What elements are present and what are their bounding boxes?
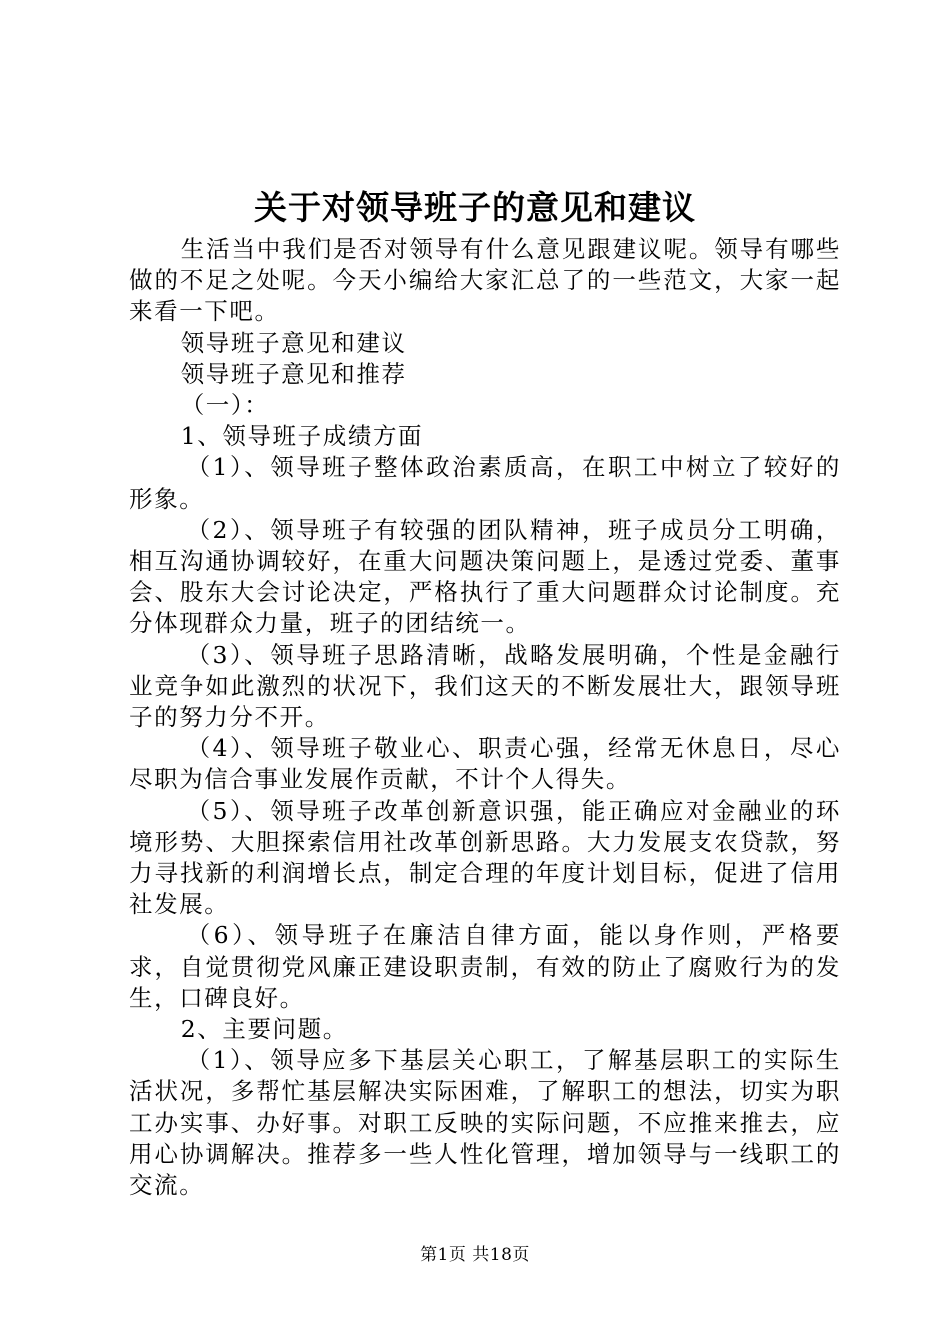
section-heading: 2、主要问题。	[180, 1015, 348, 1044]
list-paragraph: （6）、领导班子在廉洁自律方面，能以身作则，严格要求，自觉贯彻党风廉正建设职责制，有效的防止了腐败行为的发生，口碑良好。	[129, 921, 841, 1012]
document-title: 关于对领导班子的意见和建议	[254, 188, 696, 227]
heading-line: 领导班子意见和推荐	[180, 359, 407, 388]
list-paragraph: （1）、领导应多下基层关心职工，了解基层职工的实际生活状况，多帮忙基层解决实际困难，了解职工的想法，切实为职工办实事、办好事。对职工反映的实际问题，不应推来推去，应用心协调解决。推荐多一些人性化管理，增加领导与一线职工的交流。	[129, 1046, 841, 1200]
list-paragraph: （5）、领导班子改革创新意识强，能正确应对金融业的环境形势、大胆探索信用社改革创新思路。大力发展支农贷款，努力寻找新的利润增长点，制定合理的年度计划目标，促进了信用社发展。	[129, 796, 841, 919]
list-paragraph: （4）、领导班子敬业心、职责心强，经常无休息日，尽心尽职为信合事业发展作贡献，不计个人得失。	[129, 734, 841, 794]
document-body	[129, 234, 841, 1201]
list-paragraph: （1）、领导班子整体政治素质高，在职工中树立了较好的形象。	[129, 453, 841, 513]
section-heading: 1、领导班子成绩方面	[180, 422, 424, 451]
page-number: 第1页 共18页	[420, 1245, 530, 1265]
intro-paragraph: 生活当中我们是否对领导有什么意见跟建议呢。领导有哪些做的不足之处呢。今天小编给大家汇总了的一些范文，大家一起来看一下吧。	[129, 235, 841, 326]
list-paragraph: （3）、领导班子思路清晰，战略发展明确，个性是金融行业竞争如此激烈的状况下，我们这天的不断发展壮大，跟领导班子的努力分不开。	[129, 640, 841, 732]
list-paragraph: （2）、领导班子有较强的团队精神，班子成员分工明确，相互沟通协调较好，在重大问题决策问题上，是透过党委、董事会、股东大会讨论决定，严格执行了重大问题群众讨论制度。充分体现群众力量，班子的团结统一。	[129, 515, 841, 638]
section-marker: （一）：	[180, 391, 270, 420]
heading-line: 领导班子意见和建议	[180, 328, 407, 357]
